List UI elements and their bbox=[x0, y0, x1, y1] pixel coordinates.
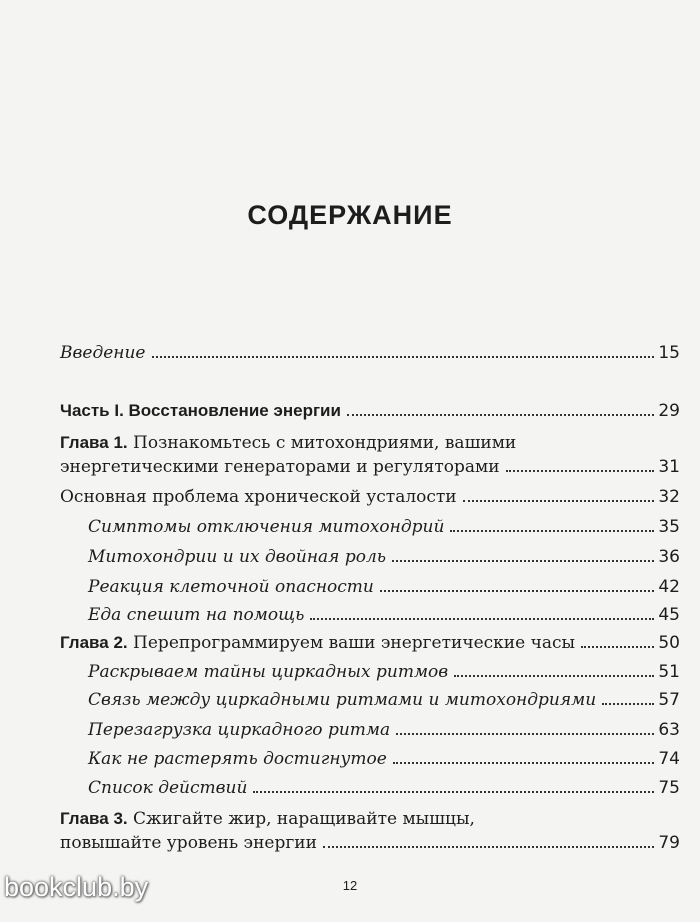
toc-entry-part1 bbox=[60, 400, 680, 422]
toc-entry-s1b bbox=[88, 546, 680, 568]
leader-dots bbox=[347, 413, 654, 416]
chapter-label: Глава 2. bbox=[60, 633, 128, 652]
toc-entry-text: повышайте уровень энергии bbox=[60, 833, 317, 853]
toc-page-number: 45 bbox=[658, 605, 680, 625]
toc-page-number: 42 bbox=[658, 577, 680, 597]
page-number: 12 bbox=[342, 878, 358, 893]
toc-entry-text: Еда спешит на помощь bbox=[88, 605, 305, 625]
toc-entry-text: Симптомы отключения митохондрий bbox=[88, 517, 445, 537]
toc-entry-s2e bbox=[88, 777, 680, 799]
chapter-label: Глава 3. bbox=[60, 809, 128, 828]
toc-page-number: 31 bbox=[658, 457, 680, 477]
toc-entry-s1c bbox=[88, 576, 680, 598]
toc-entry-text: Связь между циркадными ритмами и митохондриями bbox=[88, 690, 597, 710]
toc-entry-text: Введение bbox=[60, 343, 146, 363]
toc-page-number: 35 bbox=[658, 517, 680, 537]
leader-dots bbox=[393, 761, 655, 764]
toc-page-number: 63 bbox=[658, 720, 680, 740]
toc-entry-text: энергетическими генераторами и регуляторами bbox=[60, 457, 500, 477]
toc-entry-text: Перезагрузка циркадного ритма bbox=[88, 720, 391, 740]
toc-page-number: 36 bbox=[658, 547, 680, 567]
toc-page-number: 57 bbox=[658, 690, 680, 710]
toc-entry-text: Основная проблема хронической усталости bbox=[60, 487, 457, 507]
leader-dots bbox=[581, 645, 654, 648]
chapter-label: Глава 1. bbox=[60, 433, 128, 452]
toc-page-number: 50 bbox=[658, 633, 680, 653]
toc-page-number: 79 bbox=[658, 833, 680, 853]
toc-page-number: 29 bbox=[658, 401, 680, 421]
toc-entry-text: Часть I. Восстановление энергии bbox=[60, 401, 341, 420]
toc-entry-text: Реакция клеточной опасности bbox=[88, 577, 374, 597]
toc-page-number: 32 bbox=[658, 487, 680, 507]
leader-dots bbox=[380, 589, 654, 592]
toc-entry-s2c bbox=[88, 719, 680, 741]
leader-dots bbox=[392, 559, 654, 562]
toc-page-number: 51 bbox=[658, 662, 680, 682]
toc-entry-text: Как не растерять достигнутое bbox=[88, 749, 387, 769]
leader-dots bbox=[152, 355, 655, 358]
leader-dots bbox=[454, 674, 654, 677]
toc-entry-text: Раскрываем тайны циркадных ритмов bbox=[88, 662, 449, 682]
leader-dots bbox=[323, 845, 654, 848]
toc-entry-s1d bbox=[88, 604, 680, 626]
toc-entry-s2a bbox=[88, 661, 680, 683]
leader-dots bbox=[506, 469, 655, 472]
toc-entry-ch1-line1 bbox=[60, 432, 680, 454]
toc-entry-ch2 bbox=[60, 632, 680, 654]
toc-entry-ch1-line2 bbox=[60, 456, 680, 478]
toc-entry-text-wrap bbox=[60, 632, 575, 654]
toc-entry-text: Перепрограммируем ваши энергетические часы bbox=[133, 633, 576, 653]
toc-entry-s1a bbox=[88, 516, 680, 538]
toc-entry-text: Список действий bbox=[88, 778, 248, 798]
toc-entry-text: Митохондрии и их двойная роль bbox=[88, 547, 387, 567]
toc-entry-s1 bbox=[60, 486, 680, 508]
toc-page-number: 75 bbox=[658, 778, 680, 798]
page-title: СОДЕРЖАНИЕ bbox=[247, 200, 453, 230]
toc-page-number: 74 bbox=[658, 749, 680, 769]
leader-dots bbox=[396, 732, 654, 735]
toc-entry-text: Познакомьтесь с митохондриями, вашими bbox=[133, 433, 517, 453]
toc-entry-text: Сжигайте жир, наращивайте мышцы, bbox=[133, 809, 475, 829]
toc-entry-s2b bbox=[88, 689, 680, 711]
toc-entry-s2d bbox=[88, 748, 680, 770]
toc-page-number: 15 bbox=[658, 343, 680, 363]
leader-dots bbox=[253, 790, 654, 793]
toc-entry-ch3-line1 bbox=[60, 808, 680, 830]
toc-entry-intro bbox=[60, 342, 680, 364]
watermark: bookclub.by bbox=[4, 872, 149, 902]
leader-dots bbox=[602, 702, 654, 705]
leader-dots bbox=[450, 529, 654, 532]
leader-dots bbox=[463, 499, 655, 502]
leader-dots bbox=[310, 617, 654, 620]
toc-entry-ch3-line2 bbox=[60, 832, 680, 854]
